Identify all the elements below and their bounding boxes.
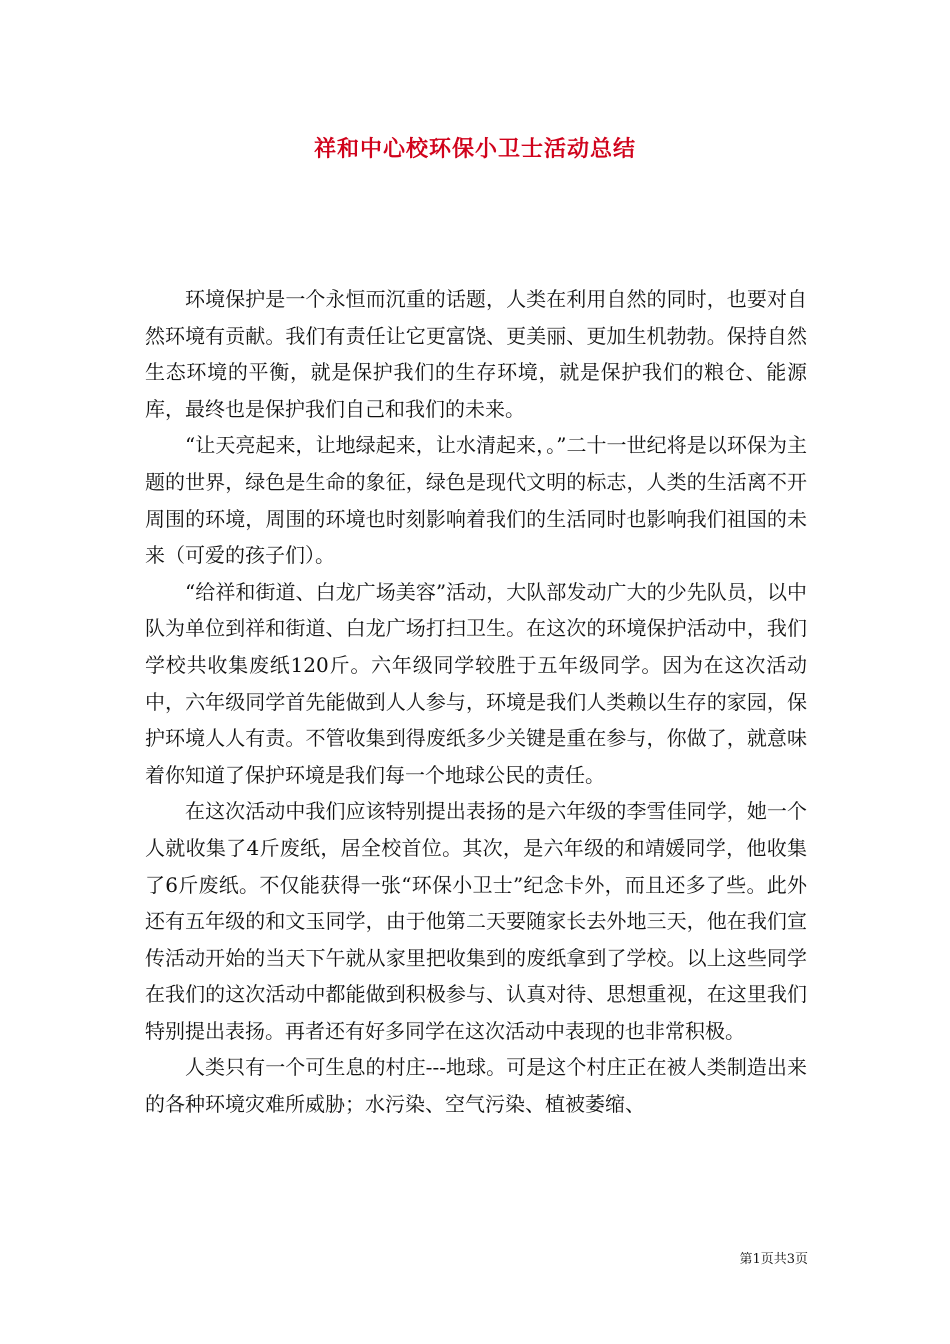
- paragraph-5: 人类只有一个可生息的村庄---地球。可是这个村庄正在被人类制造出来的各种环境灾难所威胁；水污染、空气污染、植被萎缩、: [145, 1055, 807, 1117]
- page-number: 第1页共3页: [739, 1252, 808, 1267]
- page-title: 祥和中心校环保小卫士活动总结: [313, 136, 636, 162]
- paragraph-4: 在这次活动中我们应该特别提出表扬的是六年级的李雪佳同学，她一个人就收集了4斤废纸，居全校首位。其次，是六年级的和靖媛同学，他收集了6斤废纸。不仅能获得一张“环保小卫士”纪念卡外，而且还多了些。此外还有五年级的和文玉同学，由于他第二天要随家长去外地三天，他在我们宣传活动开始的当天下午就从家里把收集到的废纸拿到了学校。以上这些同学在我们的这次活动中都能做到积极参与、认真对待、思想重视，在这里我们特别提出表扬。再者还有好多同学在这次活动中表现的也非常积极。: [145, 799, 807, 1043]
- paragraph-1: 环境保护是一个永恒而沉重的话题，人类在利用自然的同时，也要对自然环境有贡献。我们有责任让它更富饶、更美丽、更加生机勃勃。保持自然生态环境的平衡，就是保护我们的生存环境，就是保护我们的粮仓、能源库，最终也是保护我们自己和我们的未来。: [145, 287, 807, 421]
- paragraph-2: “让天亮起来，让地绿起来，让水清起来，。”二十一世纪将是以环保为主题的世界，绿色是生命的象征，绿色是现代文明的标志，人类的生活离不开周围的环境，周围的环境也时刻影响着我们的生活同时也影响我们祖国的未来（可爱的孩子们）。: [145, 433, 807, 568]
- paragraph-3: “给祥和街道、白龙广场美容”活动，大队部发动广大的少先队员，以中队为单位到祥和街道、白龙广场打扫卫生。在这次的环境保护活动中，我们学校共收集废纸120斤。六年级同学较胜于五年级同学。因为在这次活动中，六年级同学首先能做到人人参与，环境是我们人类赖以生存的家园，保护环境人人有责。不管收集到得废纸多少关键是重在参与，你做了，就意味着你知道了保护环境是我们每一个地球公民的责任。: [145, 579, 807, 787]
- document-body: [145, 281, 807, 1123]
